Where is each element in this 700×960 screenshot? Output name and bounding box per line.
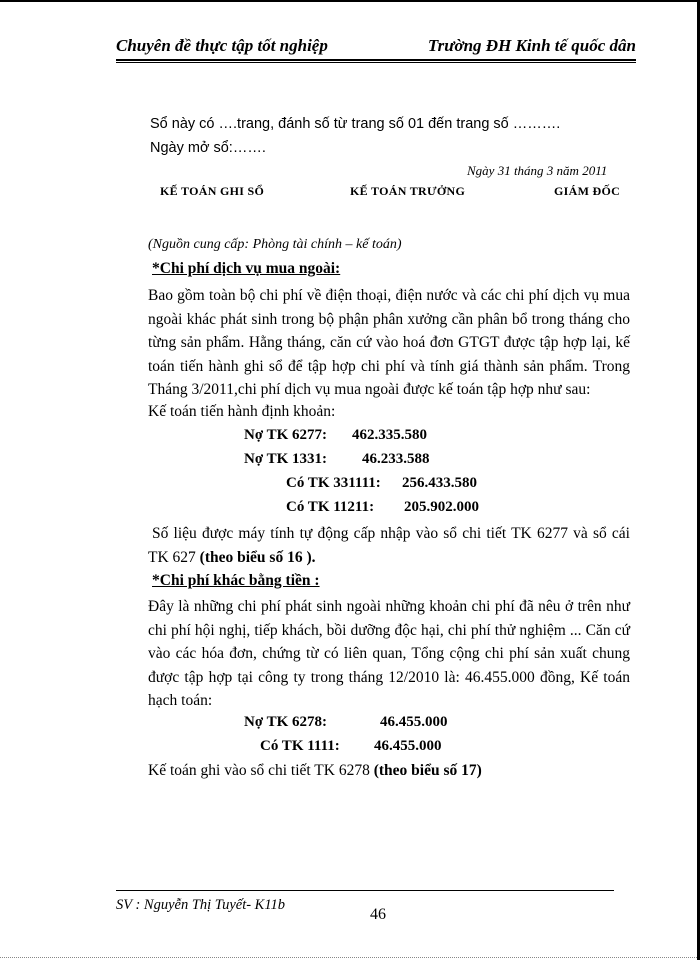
entry-label: Nợ TK 6277: bbox=[244, 427, 328, 443]
entry-label: Có TK 1111: bbox=[260, 738, 340, 754]
section2-closing bbox=[148, 762, 482, 780]
header-rule-thin bbox=[116, 62, 636, 63]
signature-chief-accountant: KẾ TOÁN TRƯỞNG bbox=[350, 184, 466, 198]
source-note: (Nguồn cung cấp: Phòng tài chính – kế toán) bbox=[148, 237, 402, 252]
section1-intro: Kế toán tiến hành định khoản: bbox=[148, 403, 336, 420]
entry-amount: 462.335.580 bbox=[352, 427, 427, 443]
entry-amount: 205.902.000 bbox=[404, 499, 479, 515]
entry-label: Có TK 331111: bbox=[286, 475, 381, 491]
signature-director: GIÁM ĐỐC bbox=[554, 184, 621, 198]
header-rule bbox=[116, 59, 636, 61]
footer-author: SV : Nguyễn Thị Tuyết- K11b bbox=[116, 897, 286, 913]
entry-label: Có TK 11211: bbox=[286, 499, 375, 515]
section2-closing-text: Kế toán ghi vào sổ chi tiết TK 6278 bbox=[148, 762, 374, 779]
signature-date: Ngày 31 tháng 3 năm 2011 bbox=[467, 163, 608, 178]
entry-amount: 46.455.000 bbox=[380, 714, 448, 730]
book-note-line2: Ngày mở sổ:……. bbox=[150, 140, 266, 156]
page-bottom-dotted-rule bbox=[0, 957, 697, 958]
page-number: 46 bbox=[370, 906, 386, 923]
page-border-top bbox=[0, 0, 700, 2]
header-right-title: Trường ĐH Kinh tế quốc dân bbox=[427, 36, 636, 55]
section2-paragraph: Đây là những chi phí phát sinh ngoài những khoản chi phí đã nêu ở trên như chi phí hội nghị, tiếp khách, bồi dưỡng độc hại, chi phí thử nghiệm ... Căn cứ vào các hóa đơn, chứng từ có liên quan, Tổng cộng chi phí sản xuất chung được tập hợp tại công ty trong tháng 12/2010 là: 46.455.000 đồng, Kế toán hạch toán: bbox=[148, 598, 630, 709]
entry-label: Nợ TK 6278: bbox=[244, 714, 328, 730]
section1-note-ref: (theo biểu số 16 ). bbox=[199, 548, 316, 566]
section1-note-text: Số liệu được máy tính tự động cấp nhập vào sổ chi tiết TK 6277 và sổ cái TK 627 bbox=[148, 525, 630, 566]
section1-note bbox=[148, 522, 630, 569]
section2-heading: *Chi phí khác bằng tiền : bbox=[152, 572, 320, 589]
entry-amount: 46.455.000 bbox=[374, 738, 442, 754]
entry-amount: 256.433.580 bbox=[402, 475, 477, 491]
section1-paragraph: Bao gồm toàn bộ chi phí về điện thoại, điện nước và các chi phí dịch vụ mua ngoài khác phát sinh trong bộ phận phân xưởng cần phân bổ trong tháng cho từng sản phẩm. Hằng tháng, căn cứ vào hoá đơn GTGT được tập hợp lại, kế toán tiến hành ghi sổ để tập hợp chi phí và tính giá thành sản phẩm. Trong Tháng 3/2011,chi phí dịch vụ mua ngoài được kế toán tập hợp như sau: bbox=[148, 287, 630, 398]
section2-closing-ref: (theo biểu số 17) bbox=[373, 762, 482, 779]
entry-label: Nợ TK 1331: bbox=[244, 451, 328, 467]
entry-amount: 46.233.588 bbox=[362, 451, 430, 467]
signature-accountant: KẾ TOÁN GHI SỔ bbox=[160, 184, 265, 198]
section1-heading: *Chi phí dịch vụ mua ngoài: bbox=[152, 260, 341, 277]
book-note-line1: Sổ này có ….trang, đánh số từ trang số 01 đến trang số ………. bbox=[150, 116, 561, 132]
header-left-title: Chuyên đề thực tập tốt nghiệp bbox=[116, 36, 328, 55]
footer-rule bbox=[116, 890, 614, 891]
page-header bbox=[116, 36, 636, 60]
